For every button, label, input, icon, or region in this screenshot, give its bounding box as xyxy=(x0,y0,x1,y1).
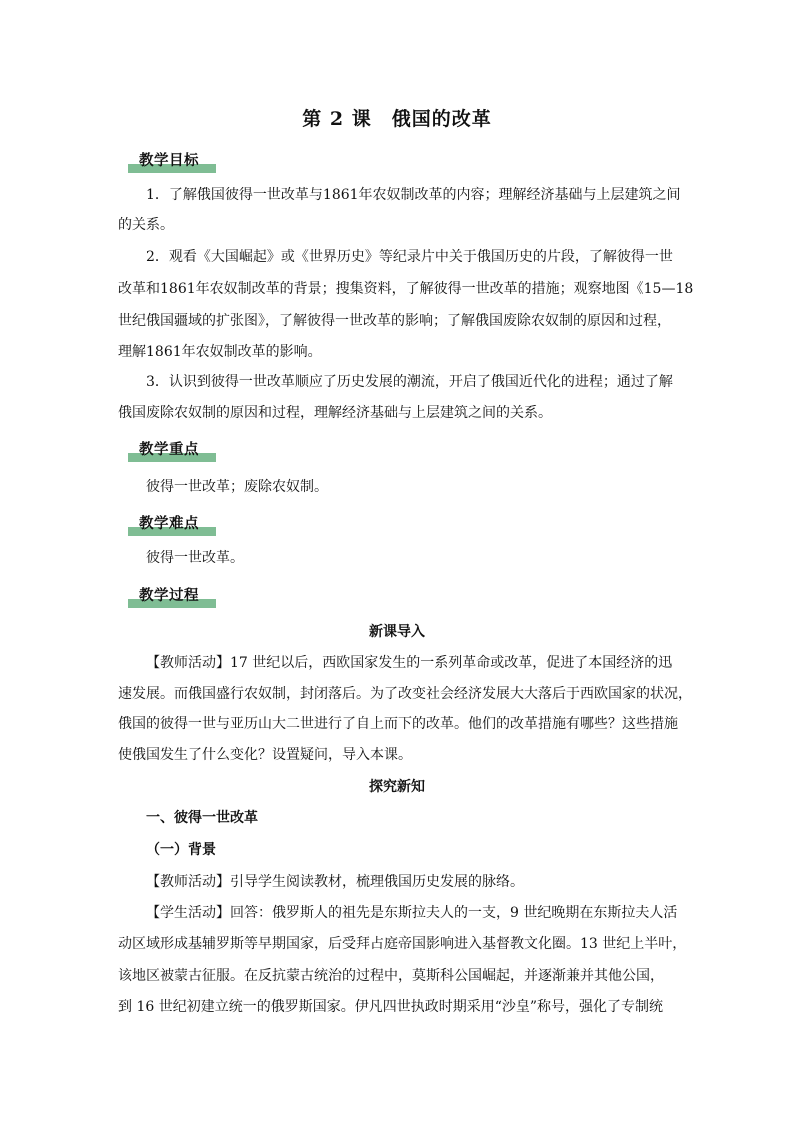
goal-2-line-1: 2．观看《大国崛起》或《世界历史》等纪录片中关于俄国历史的片段，了解彼得一世 xyxy=(146,249,673,265)
teacher-activity-1-line-1: 【教师活动】17 世纪以后，西欧国家发生的一系列革命或改革，促进了本国经济的迅 xyxy=(146,655,673,671)
teacher-activity-1-line-2: 速发展。而俄国盛行农奴制，封闭落后。为了改变社会经济发展大大落后于西欧国家的状况， xyxy=(118,686,692,702)
student-activity-1-line-2: 动区域形成基辅罗斯等早期国家，后受拜占庭帝国影响进入基督教文化圈。13 世纪上半叶， xyxy=(118,936,687,952)
goal-1-line-2: 的关系。 xyxy=(118,217,174,233)
section-heading-goals xyxy=(128,149,216,173)
student-activity-1-line-4: 到 16 世纪初建立统一的俄罗斯国家。伊凡四世执政时期采用“沙皇”称号，强化了专制统 xyxy=(118,999,664,1015)
heading-label: 教学过程 xyxy=(139,588,199,604)
page-title: 第 2 课 俄国的改革 xyxy=(302,108,492,130)
subheading-explore: 探究新知 xyxy=(369,779,425,795)
section-heading-process xyxy=(128,584,216,608)
goal-2-line-4: 理解1861年农奴制改革的影响。 xyxy=(118,344,322,360)
teacher-activity-2: 【教师活动】引导学生阅读教材，梳理俄国历史发展的脉络。 xyxy=(146,874,524,890)
section-1-subtitle: （一）背景 xyxy=(146,842,216,858)
heading-label: 教学目标 xyxy=(139,153,199,169)
student-activity-1-line-1: 【学生活动】回答：俄罗斯人的祖先是东斯拉夫人的一支，9 世纪晚期在东斯拉夫人活 xyxy=(146,905,678,921)
heading-label: 教学难点 xyxy=(139,516,199,532)
teacher-activity-1-line-3: 俄国的彼得一世与亚历山大二世进行了自上而下的改革。他们的改革措施有哪些？这些措施 xyxy=(118,716,678,732)
subheading-intro: 新课导入 xyxy=(369,624,425,640)
goal-2-line-2: 改革和1861年农奴制改革的背景；搜集资料，了解彼得一世改革的措施；观察地图《15—18 xyxy=(118,281,694,297)
section-1-title: 一、彼得一世改革 xyxy=(146,810,258,826)
section-heading-key xyxy=(128,438,216,462)
heading-label: 教学重点 xyxy=(139,442,199,458)
goal-3-line-1: 3．认识到彼得一世改革顺应了历史发展的潮流，开启了俄国近代化的进程；通过了解 xyxy=(146,374,673,390)
teacher-activity-1-line-4: 使俄国发生了什么变化？设置疑问，导入本课。 xyxy=(118,747,412,763)
key-point-text: 彼得一世改革；废除农奴制。 xyxy=(146,479,328,495)
goal-2-line-3: 世纪俄国疆域的扩张图》，了解彼得一世改革的影响；了解俄国废除农奴制的原因和过程， xyxy=(118,313,671,329)
student-activity-1-line-3: 该地区被蒙古征服。在反抗蒙古统治的过程中，莫斯科公国崛起，并逐渐兼并其他公国， xyxy=(118,968,664,984)
goal-1-line-1: 1．了解俄国彼得一世改革与1861年农奴制改革的内容；理解经济基础与上层建筑之间 xyxy=(146,187,681,203)
section-heading-difficulty xyxy=(128,512,216,536)
difficulty-text: 彼得一世改革。 xyxy=(146,550,244,566)
goal-3-line-2: 俄国废除农奴制的原因和过程，理解经济基础与上层建筑之间的关系。 xyxy=(118,405,552,421)
